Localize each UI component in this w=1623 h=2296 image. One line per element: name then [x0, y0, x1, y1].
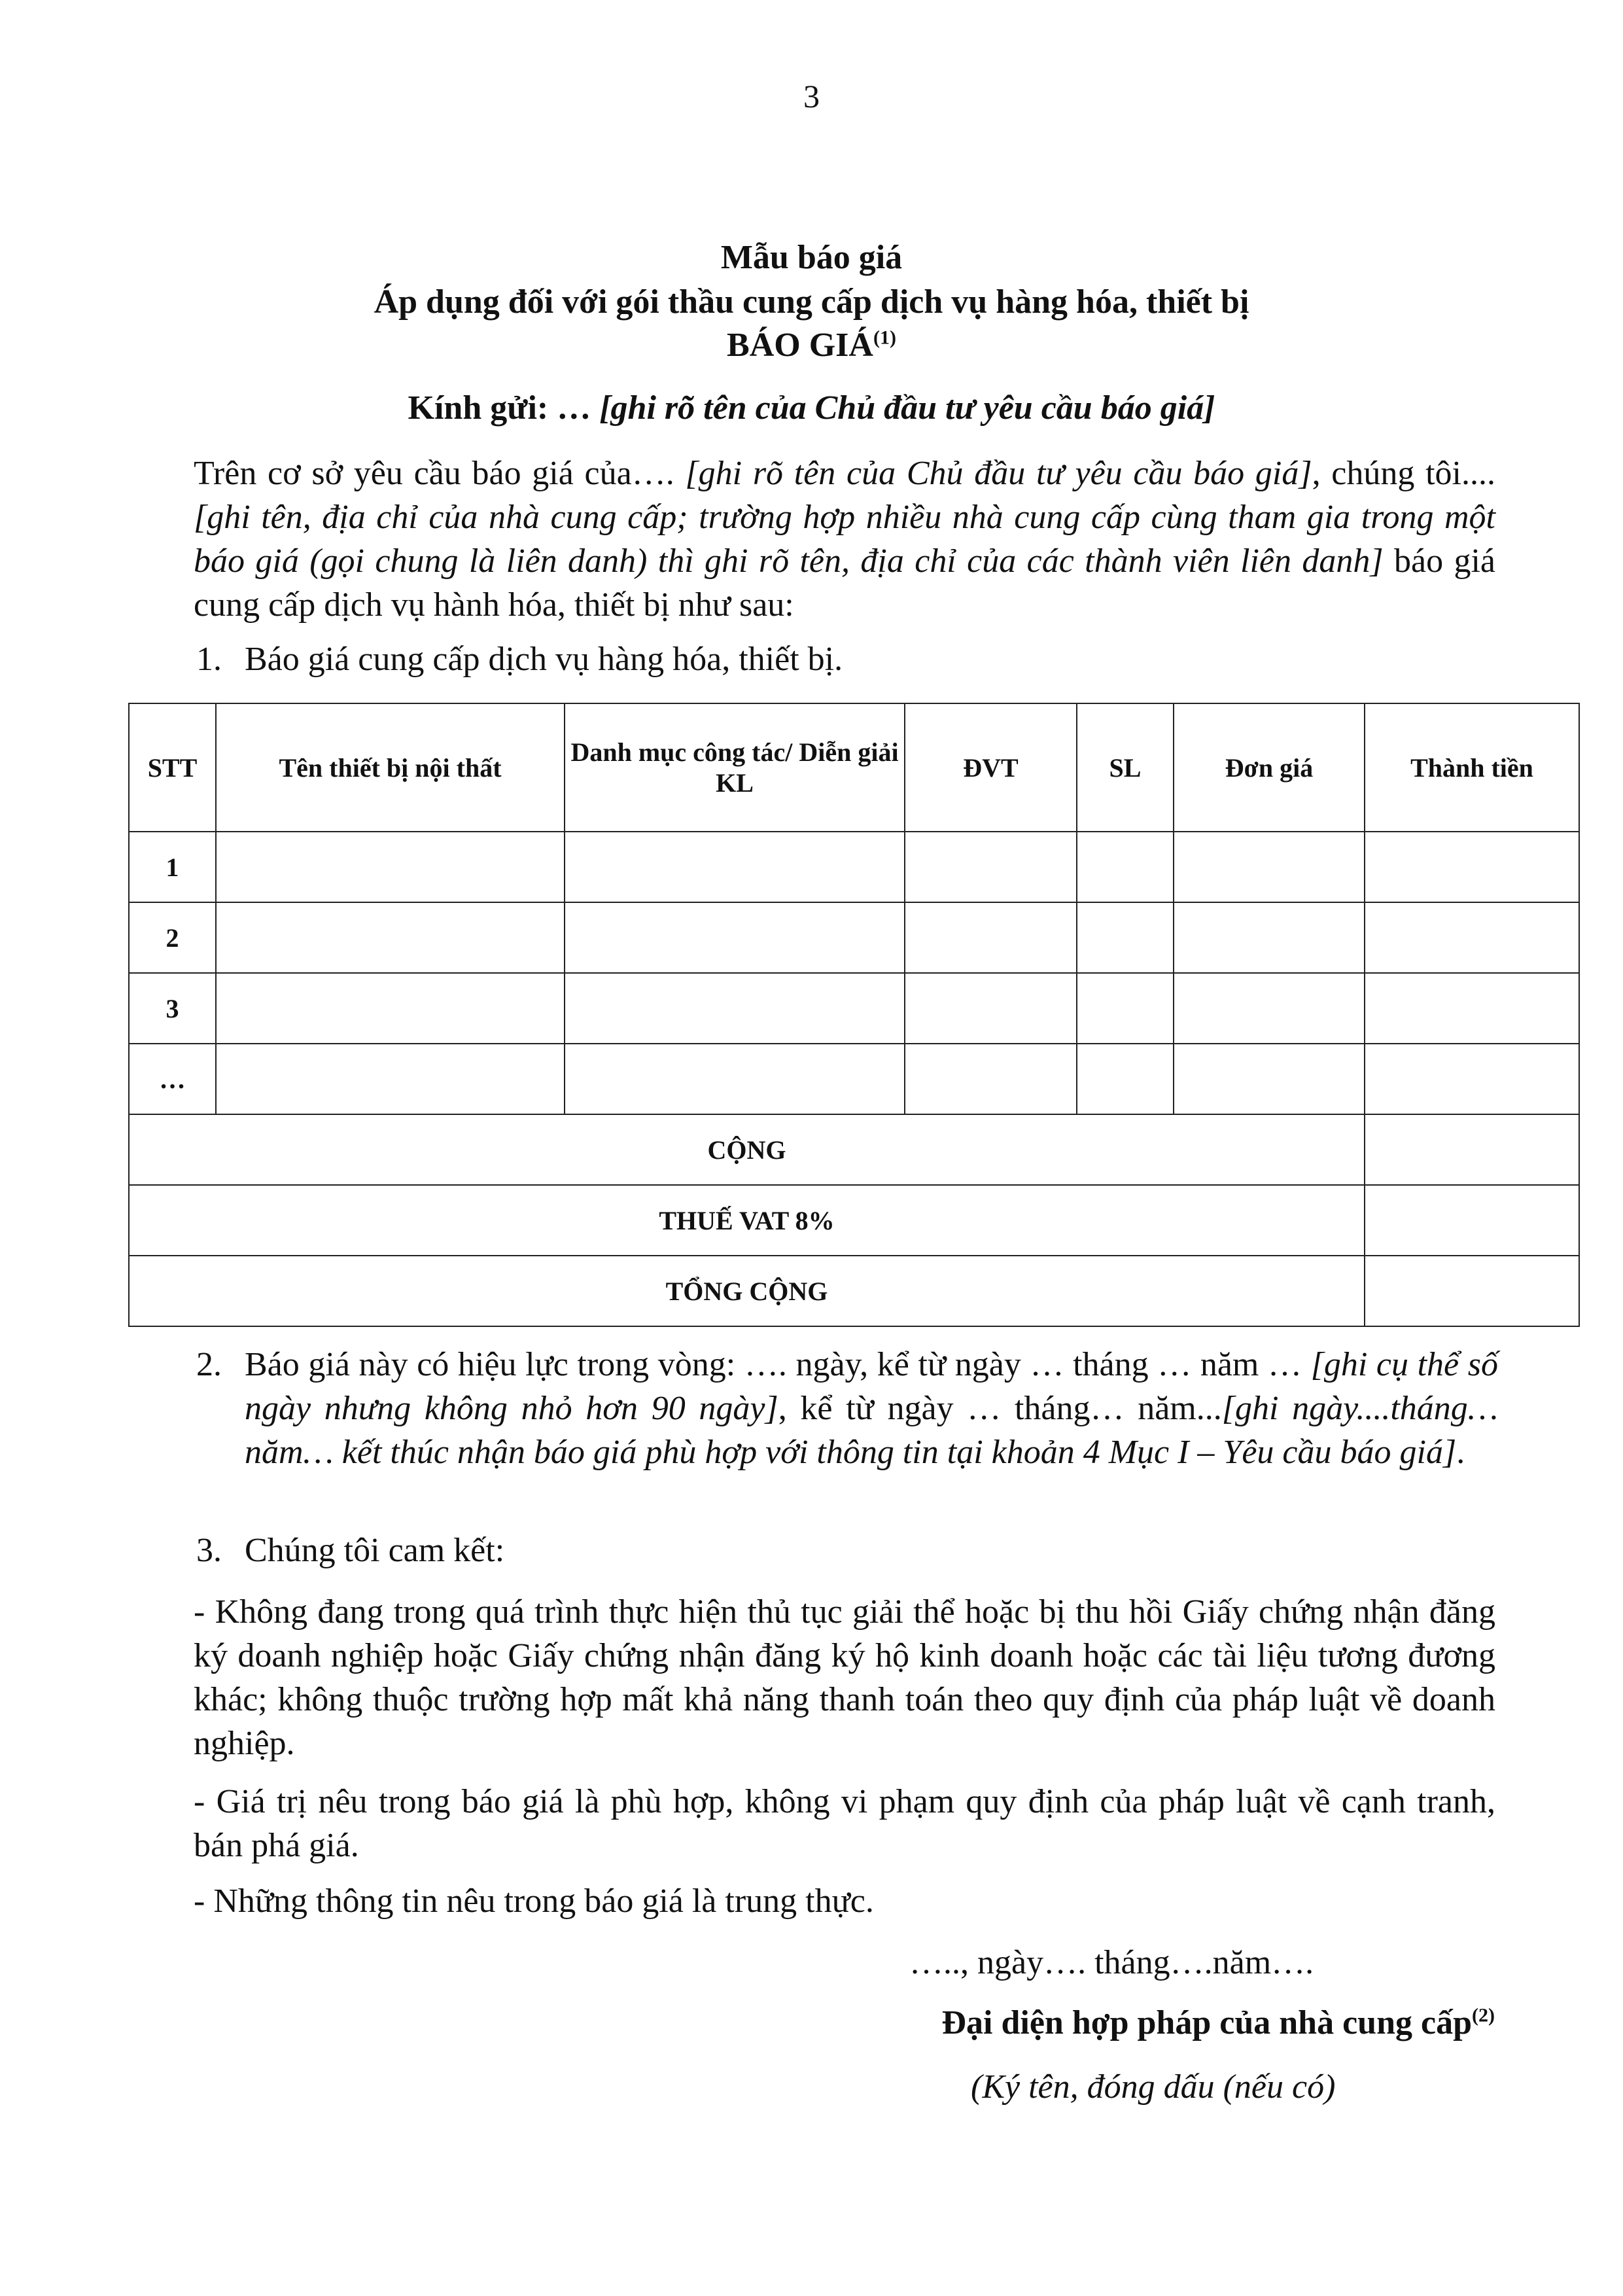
table-cell[interactable]: [1077, 1044, 1174, 1114]
item-2-text-c: .: [1456, 1434, 1465, 1471]
table-row: [129, 973, 1579, 1044]
intro-hint-1: [ghi rõ tên của Chủ đầu tư yêu cầu báo giá]: [685, 455, 1312, 492]
signer-footnote: (2): [1472, 2004, 1495, 2026]
item-3-number: 3.: [196, 1532, 222, 1569]
recipient-hint: [ghi rõ tên của Chủ đầu tư yêu cầu báo giá]: [599, 389, 1215, 427]
recipient-line: [0, 389, 1623, 427]
table-cell[interactable]: [565, 832, 905, 902]
table-cell[interactable]: [1365, 1044, 1579, 1114]
grand-total-value-cell[interactable]: [1365, 1256, 1579, 1326]
column-header-equipment-name: Tên thiết bị nội thất: [216, 703, 565, 832]
row-number: …: [129, 1044, 216, 1114]
table-header-row: [129, 703, 1579, 832]
item-3: [196, 1531, 504, 1570]
form-label: Mẫu báo giá: [720, 239, 903, 276]
table-cell[interactable]: [1174, 902, 1365, 973]
table-cell[interactable]: [1077, 973, 1174, 1044]
item-2-hint-a: [ghi cụ thể số ngày nhưng không nhỏ hơn 90 ngày]: [245, 1346, 1498, 1427]
commitment-3: - Những thông tin nêu trong báo giá là trung thực.: [194, 1882, 874, 1920]
item-2: [196, 1343, 1498, 1474]
table-cell[interactable]: [216, 1044, 565, 1114]
table-cell[interactable]: [1365, 973, 1579, 1044]
title-footnote: (1): [873, 327, 896, 349]
commitment-2: - Giá trị nêu trong báo giá là phù hợp, không vi phạm quy định của pháp luật về cạnh tranh, bán phá giá.: [194, 1783, 1495, 1864]
form-scope: Áp dụng đối với gói thầu cung cấp dịch vụ hàng hóa, thiết bị: [374, 283, 1249, 321]
grand-total-row: [129, 1256, 1579, 1326]
table-cell[interactable]: [905, 1044, 1077, 1114]
table-cell[interactable]: [905, 832, 1077, 902]
item-2-number: 2.: [196, 1346, 222, 1383]
item-1-text: Báo giá cung cấp dịch vụ hàng hóa, thiết bị.: [245, 641, 843, 678]
title-text: BÁO GIÁ: [727, 327, 873, 364]
table-cell[interactable]: [565, 1044, 905, 1114]
table-cell[interactable]: [1174, 832, 1365, 902]
table-cell[interactable]: [905, 973, 1077, 1044]
row-number: 2: [129, 902, 216, 973]
table-cell[interactable]: [1077, 832, 1174, 902]
table-cell[interactable]: [905, 902, 1077, 973]
table-cell[interactable]: [1174, 1044, 1365, 1114]
signer-text: Đại diện hợp pháp của nhà cung cấp: [941, 2004, 1473, 2041]
table-cell[interactable]: [1365, 902, 1579, 973]
intro-text-3: báo giá cung cấp dịch vụ hành hóa, thiết bị như sau:: [194, 542, 1495, 624]
table-cell[interactable]: [1077, 902, 1174, 973]
item-2-text-b: , kể từ ngày … tháng… năm...: [778, 1390, 1222, 1427]
table-cell[interactable]: [216, 902, 565, 973]
column-header-amount: Thành tiền: [1365, 703, 1579, 832]
vat-row: [129, 1185, 1579, 1256]
intro-text-1: Trên cơ sở yêu cầu báo giá của….: [194, 455, 686, 492]
item-2-hint-b: [ghi ngày....tháng…năm… kết thúc nhận báo giá phù hợp với thông tin tại khoản 4 Mục I – Yêu cầu báo giá]: [245, 1390, 1499, 1471]
signature-note: (Ký tên, đóng dấu (nếu có): [971, 2068, 1336, 2106]
commitment-1: - Không đang trong quá trình thực hiện thủ tục giải thể hoặc bị thu hồi Giấy chứng nhận đăng ký doanh nghiệp hoặc Giấy chứng nhận đăng ký hộ kinh doanh hoặc các tài liệu tương đương khác; không thuộc trường hợp mất khả năng thanh toán theo quy định của pháp luật về doanh nghiệp.: [194, 1593, 1495, 1762]
quote-table: [128, 703, 1580, 1327]
row-number: 1: [129, 832, 216, 902]
vat-label: THUẾ VAT 8%: [129, 1185, 1365, 1256]
item-3-text: Chúng tôi cam kết:: [245, 1532, 505, 1569]
table-cell[interactable]: [565, 973, 905, 1044]
table-row: [129, 832, 1579, 902]
vat-value-cell[interactable]: [1365, 1185, 1579, 1256]
date-line: ….., ngày…. tháng….năm….: [909, 1944, 1314, 1981]
column-header-stt: STT: [129, 703, 216, 832]
page-title: [0, 326, 1623, 364]
table-row: [129, 1044, 1579, 1114]
intro-text-2: , chúng tôi....: [1312, 455, 1495, 492]
column-header-work-item: Danh mục công tác/ Diễn giải KL: [565, 703, 905, 832]
column-header-unit: ĐVT: [905, 703, 1077, 832]
page-number: 3: [803, 78, 820, 115]
column-header-unit-price: Đơn giá: [1174, 703, 1365, 832]
item-1-number: 1.: [196, 641, 222, 678]
total-row: [129, 1114, 1579, 1185]
item-2-text: [245, 1343, 1498, 1474]
total-value-cell[interactable]: [1365, 1114, 1579, 1185]
grand-total-label: TỔNG CỘNG: [129, 1256, 1365, 1326]
intro-paragraph: [194, 451, 1495, 627]
intro-hint-2: [ghi tên, địa chỉ của nhà cung cấp; trường hợp nhiều nhà cung cấp cùng tham gia trong một báo giá (gọi chung là liên danh) thì ghi rõ tên, địa chỉ của các thành viên liên danh]: [194, 499, 1495, 580]
column-header-quantity: SL: [1077, 703, 1174, 832]
item-2-text-a: Báo giá này có hiệu lực trong vòng: …. ngày, kể từ ngày … tháng … năm …: [245, 1346, 1311, 1383]
signer-title: [941, 2004, 1495, 2042]
table-cell[interactable]: [1174, 973, 1365, 1044]
table-cell[interactable]: [216, 973, 565, 1044]
item-1: [196, 640, 843, 679]
recipient-label: Kính gửi: …: [408, 389, 600, 427]
table-cell[interactable]: [216, 832, 565, 902]
table-row: [129, 902, 1579, 973]
row-number: 3: [129, 973, 216, 1044]
total-label: CỘNG: [129, 1114, 1365, 1185]
table-cell[interactable]: [565, 902, 905, 973]
table-cell[interactable]: [1365, 832, 1579, 902]
